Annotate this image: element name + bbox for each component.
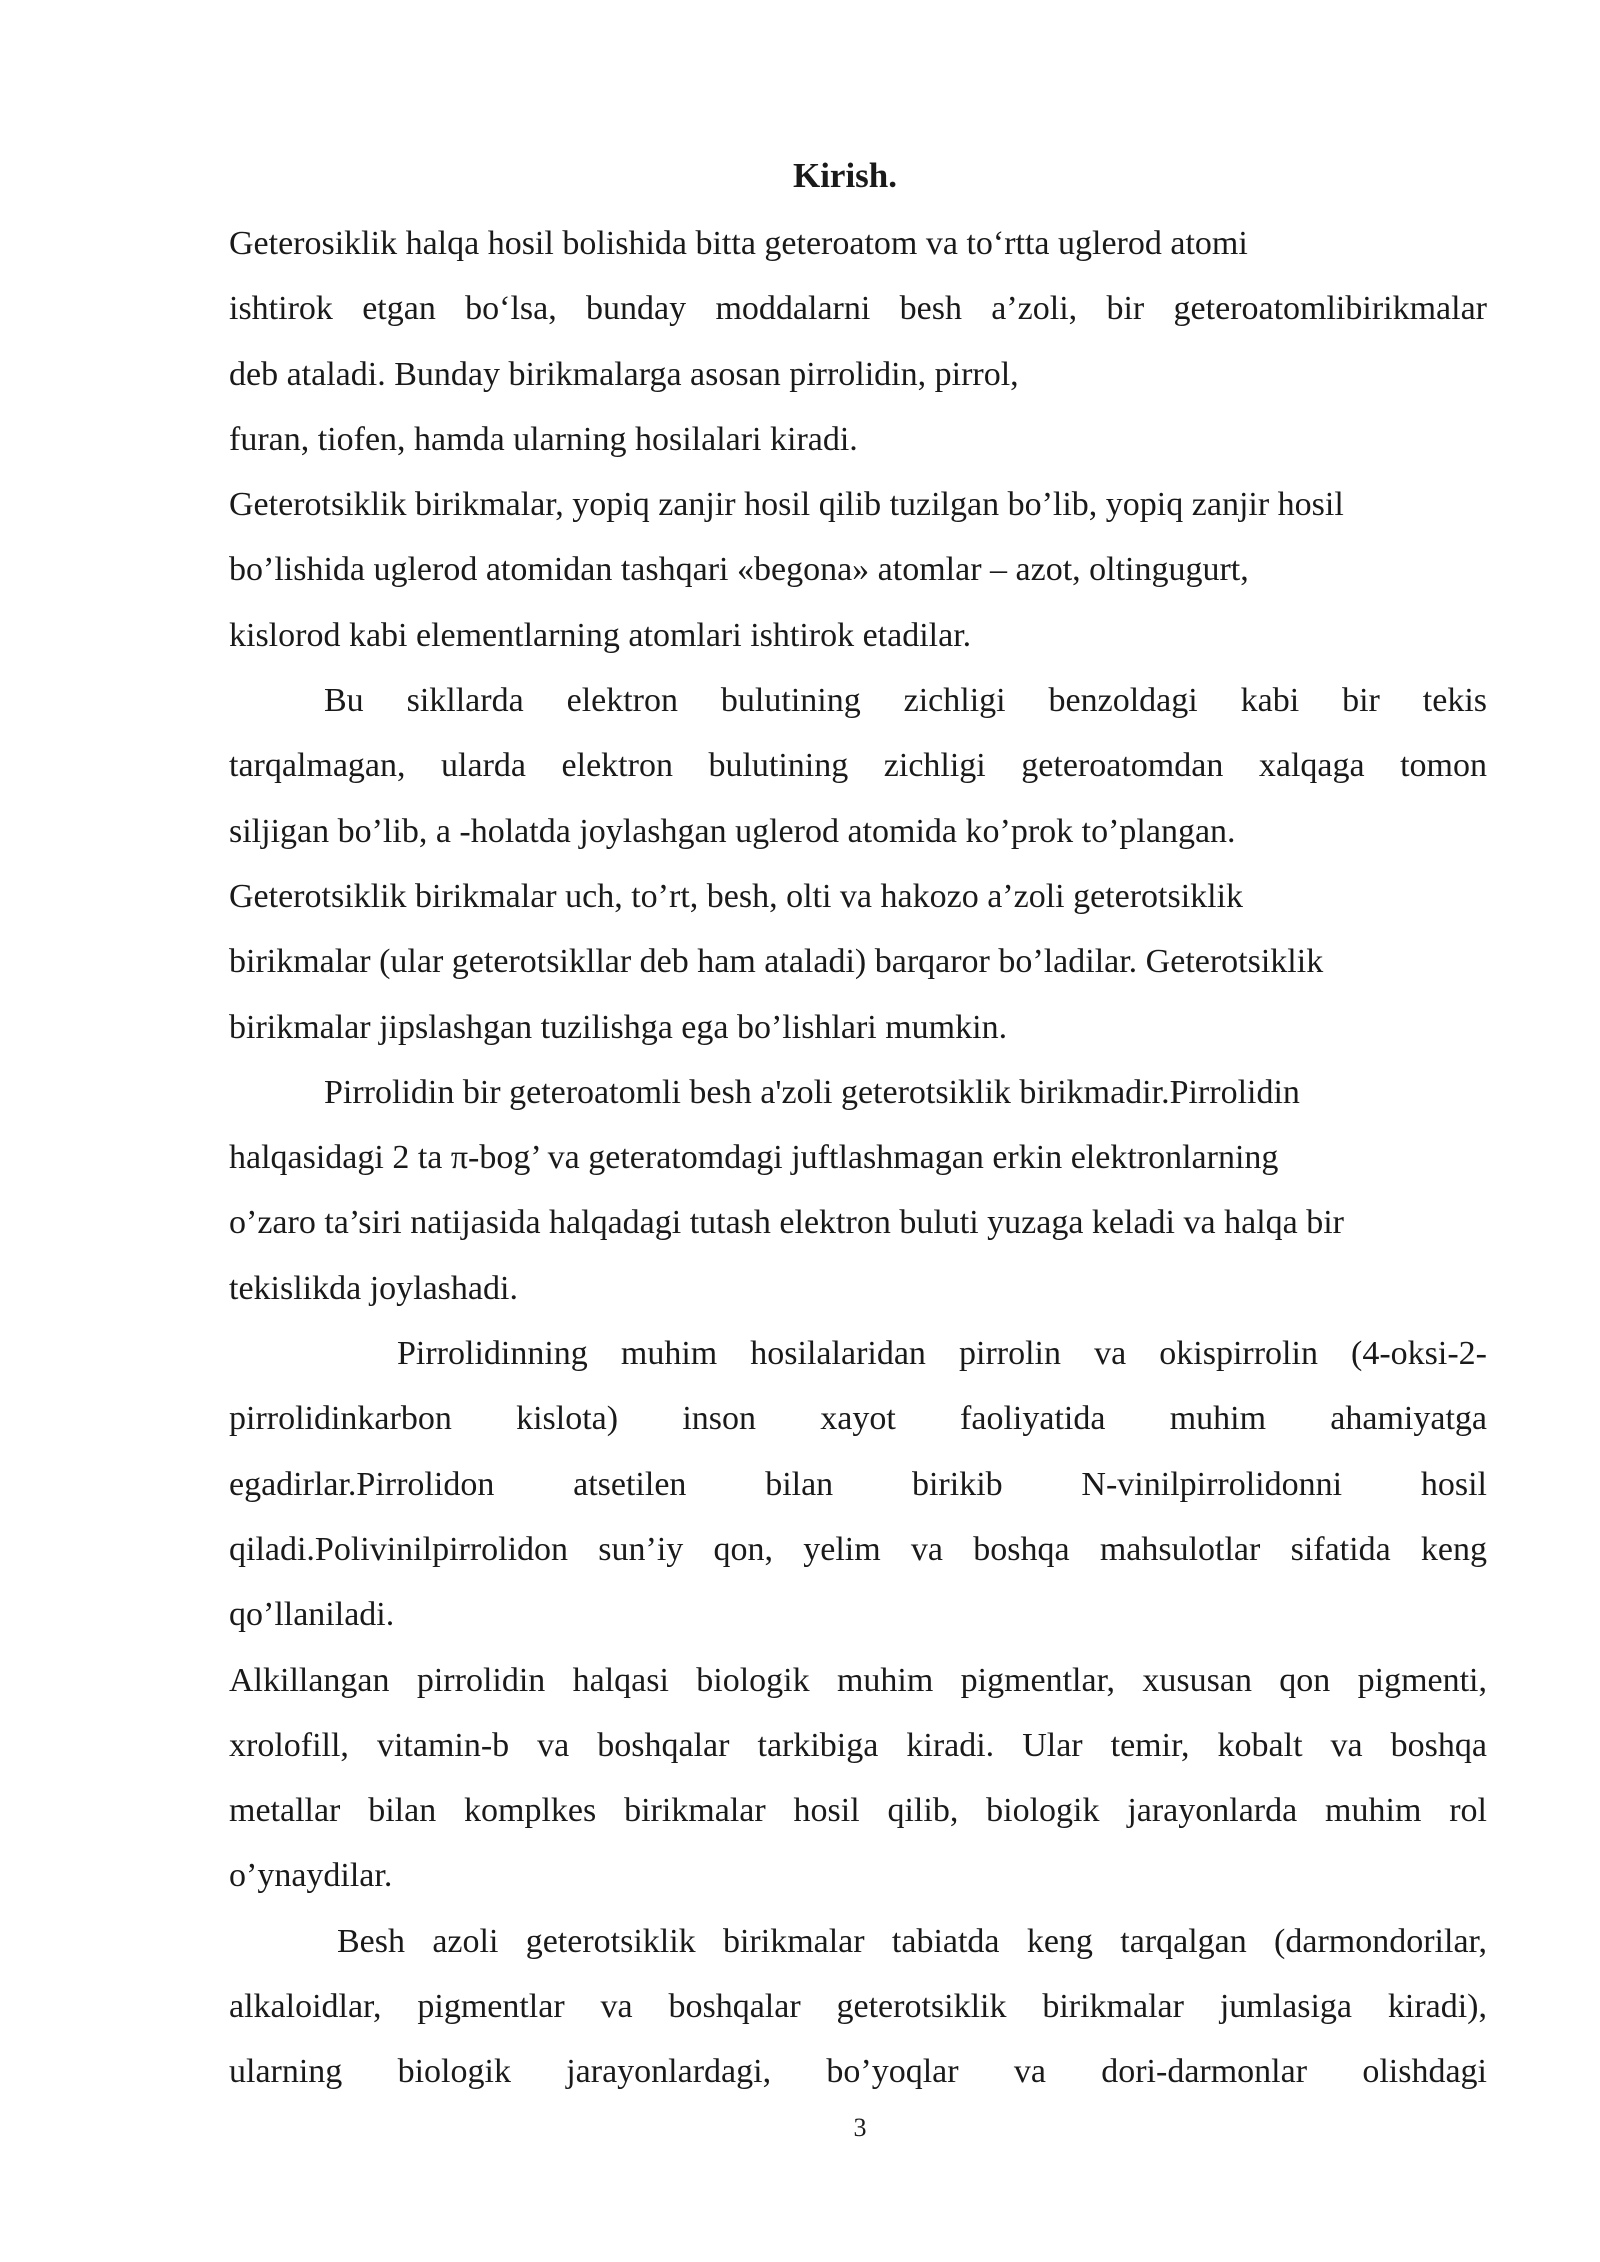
text-line: halqasidagi 2 ta π-bog’ va geteratomdagi juftlashmagan erkin elektronlarning	[229, 1139, 1279, 1177]
text-line: pirrolidinkarbon kislota) inson xayot faoliyatida muhim ahamiyatga	[229, 1400, 1487, 1438]
body-text	[229, 211, 1487, 2105]
text-line: Geterotsiklik birikmalar uch, to’rt, besh, olti va hakozo a’zoli geterotsiklik	[229, 877, 1244, 915]
text-line: ishtirok etgan bo‘lsa, bunday moddalarni besh a’zoli, bir geteroatomlibirikmalar	[229, 290, 1487, 328]
text-line: birikmalar jipslashgan tuzilishga ega bo’lishlari mumkin.	[229, 1008, 1008, 1046]
text-line: alkaloidlar, pigmentlar va boshqalar geterotsiklik birikmalar jumlasiga kiradi),	[229, 1988, 1487, 2026]
text-line: siljigan bo’lib, a -holatda joylashgan uglerod atomida ko’prok to’plangan.	[229, 812, 1236, 850]
page-number: 3	[853, 2113, 867, 2142]
text-line: Geterotsiklik birikmalar, yopiq zanjir hosil qilib tuzilgan bo’lib, yopiq zanjir hosil	[229, 486, 1344, 524]
page-title: Kirish.	[792, 156, 898, 195]
text-line: egadirlar.Pirrolidon atsetilen bilan birikib N-vinilpirrolidonni hosil	[229, 1465, 1487, 1503]
text-line: kislorod kabi elementlarning atomlari ishtirok etadilar.	[229, 616, 972, 654]
text-line: birikmalar (ular geterotsikllar deb ham ataladi) barqaror bo’ladilar. Geterotsiklik	[229, 943, 1324, 981]
text-line: metallar bilan komplkes birikmalar hosil qilib, biologik jarayonlarda muhim rol	[229, 1792, 1487, 1830]
text-line: Geterosiklik halqa hosil bolishida bitta geteroatom va to‘rtta uglerod atomi	[229, 225, 1248, 262]
text-line: Pirrolidin bir geteroatomli besh a'zoli geterotsiklik birikmadir.Pirrolidin	[324, 1073, 1300, 1111]
text-line: furan, tiofen, hamda ularning hosilalari kiradi.	[229, 420, 858, 458]
text-line: tekislikda joylashadi.	[229, 1269, 518, 1307]
text-line: Besh azoli geterotsiklik birikmalar tabiatda keng tarqalgan (darmondorilar,	[337, 1922, 1487, 1960]
text-line: deb ataladi. Bunday birikmalarga asosan pirrolidin, pirrol,	[229, 355, 1019, 393]
text-line: Pirrolidinning muhim hosilalaridan pirrolin va okispirrolin (4-oksi-2-	[397, 1335, 1487, 1373]
text-line: ularning biologik jarayonlardagi, bo’yoqlar va dori-darmonlar olishdagi	[229, 2053, 1487, 2091]
text-line: bo’lishida uglerod atomidan tashqari «begona» atomlar – azot, oltingugurt,	[229, 551, 1249, 589]
text-line: qiladi.Polivinilpirrolidon sun’iy qon, yelim va boshqa mahsulotlar sifatida keng	[229, 1530, 1487, 1568]
text-line: o’zaro ta’siri natijasida halqadagi tutash elektron buluti yuzaga keladi va halqa bir	[229, 1204, 1344, 1242]
text-line: xrolofill, vitamin-b va boshqalar tarkibiga kiradi. Ular temir, kobalt va boshqa	[229, 1726, 1487, 1764]
text-line: o’ynaydilar.	[229, 1857, 393, 1895]
text-line: qo’llaniladi.	[229, 1596, 395, 1634]
text-line: tarqalmagan, ularda elektron bulutining zichligi geteroatomdan xalqaga tomon	[229, 747, 1487, 785]
text-line: Bu sikllarda elektron bulutining zichligi benzoldagi kabi bir tekis	[324, 682, 1487, 720]
text-line: Alkillangan pirrolidin halqasi biologik muhim pigmentlar, xususan qon pigmenti,	[229, 1661, 1487, 1699]
